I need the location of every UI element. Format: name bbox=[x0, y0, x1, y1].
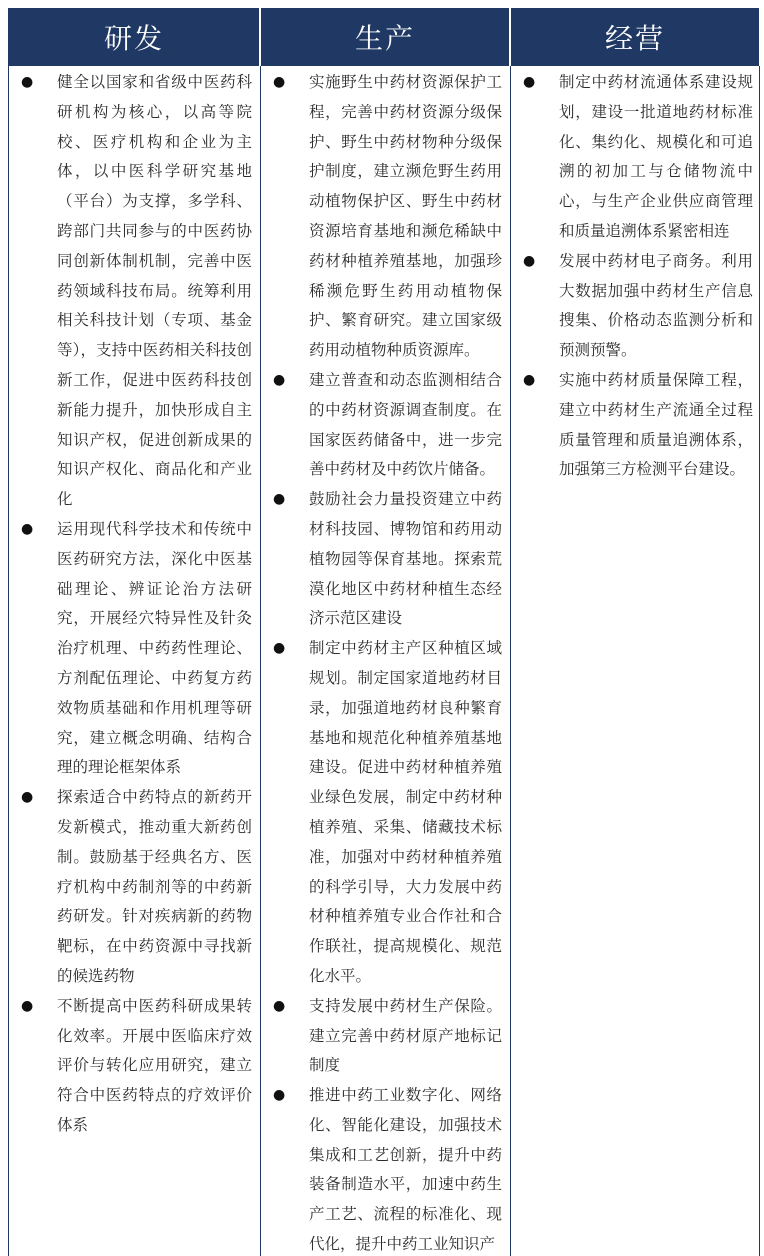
item-text: 制定中药材主产区种植区域规划。制定国家道地药材目录，加强道地药材良种繁育基地和规范化种植养殖基地建设。促进中药材种植养殖业绿色发展，制定中药材种植养殖、采集、储藏技术标准，加强对中药材种植养殖的科学引导，大力发展中药材种植养殖专业合作社和合作联社，提高规模化、规范化水平。 bbox=[309, 639, 502, 985]
list-item bbox=[273, 634, 502, 992]
item-text: 推进中药工业数字化、网络化、智能化建设，加强技术集成和工艺创新，提升中药装备制造水平，加速中药生产工艺、流程的标准化、现代化，提升中药工业知识产 bbox=[309, 1086, 502, 1254]
bullet-icon: ● bbox=[273, 491, 286, 508]
research-list bbox=[21, 68, 252, 1141]
header-production: 生产 bbox=[261, 8, 511, 66]
item-text: 鼓励社会力量投资建立中药材科技园、博物馆和药用动植物园等保育基地。探索荒漠化地区中药材种植生态经济示范区建设 bbox=[309, 490, 502, 628]
list-item bbox=[273, 485, 502, 634]
bullet-icon: ● bbox=[21, 789, 34, 806]
item-text: 发展中药材电子商务。利用大数据加强中药材生产信息搜集、价格动态监测分析和预测预警。 bbox=[559, 251, 753, 360]
item-text: 建立普查和动态监测相结合的中药材资源调查制度。在国家医药储备中，进一步完善中药材及中药饮片储备。 bbox=[309, 370, 502, 479]
list-item bbox=[523, 366, 753, 485]
item-text: 运用现代科学技术和传统中医药研究方法，深化中医基础理论、辨证论治方法研究，开展经穴特异性及针灸治疗机理、中药药性理论、方剂配伍理论、中药复方药效物质基础和作用机理等研究，建立概念明确、结构合理的理论框架体系 bbox=[57, 519, 252, 777]
item-text: 实施中药材质量保障工程，建立中药材生产流通全过程质量管理和质量追溯体系，加强第三方检测平台建设。 bbox=[559, 370, 753, 479]
column-production bbox=[261, 66, 511, 1256]
list-item bbox=[273, 68, 502, 366]
list-item bbox=[273, 366, 502, 485]
list-item bbox=[523, 68, 753, 247]
item-text: 支持发展中药材生产保险。建立完善中药材原产地标记制度 bbox=[309, 996, 502, 1075]
bullet-icon: ● bbox=[273, 1087, 286, 1104]
operation-list bbox=[523, 68, 753, 485]
policy-table bbox=[8, 8, 760, 1256]
list-item bbox=[273, 992, 502, 1081]
bullet-icon: ● bbox=[523, 74, 536, 90]
list-item bbox=[273, 1081, 502, 1256]
production-list bbox=[273, 68, 502, 1256]
bullet-icon: ● bbox=[273, 640, 286, 657]
bullet-icon: ● bbox=[21, 74, 34, 90]
list-item bbox=[21, 68, 252, 515]
list-item bbox=[21, 783, 252, 992]
item-text: 实施野生中药材资源保护工程，完善中药材资源分级保护、野生中药材物种分级保护制度，建立濒危野生药用动植物保护区、野生中药材资源培育基地和濒危稀缺中药材种植养殖基地，加强珍稀濒危野生药用动植物保护、繁育研究。建立国家级药用动植物种质资源库。 bbox=[309, 73, 502, 360]
bullet-icon: ● bbox=[21, 997, 34, 1014]
item-text: 不断提高中医药科研成果转化效率。开展中医临床疗效评价与转化应用研究，建立符合中医药特点的疗效评价体系 bbox=[57, 996, 252, 1134]
bullet-icon: ● bbox=[523, 252, 536, 269]
bullet-icon: ● bbox=[273, 997, 286, 1014]
item-text: 探索适合中药特点的新药开发新模式，推动重大新药创制。鼓励基于经典名方、医疗机构中药制剂等的中药新药研发。针对疾病新的药物靶标，在中药资源中寻找新的候选药物 bbox=[57, 788, 252, 985]
bullet-icon: ● bbox=[273, 74, 286, 90]
list-item bbox=[21, 515, 252, 783]
item-text: 制定中药材流通体系建设规划，建设一批道地药材标准化、集约化、规模化和可追溯的初加工与仓储物流中心，与生产企业供应商管理和质量追溯体系紧密相连 bbox=[559, 73, 753, 240]
bullet-icon: ● bbox=[21, 520, 34, 537]
list-item bbox=[21, 992, 252, 1141]
bullet-icon: ● bbox=[523, 371, 536, 388]
list-item bbox=[523, 247, 753, 366]
header-operation: 经营 bbox=[511, 8, 761, 66]
column-research bbox=[9, 66, 261, 1256]
header-research: 研发 bbox=[9, 8, 261, 66]
item-text: 健全以国家和省级中医药科研机构为核心，以高等院校、医疗机构和企业为主体，以中医科学研究基地（平台）为支撑，多学科、跨部门共同参与的中医药协同创新体制机制，完善中医药领域科技布局。统筹利用相关科技计划（专项、基金等），支持中医药相关科技创新工作，促进中医药科技创新能力提升，加快形成自主知识产权，促进创新成果的知识产权化、商品化和产业化 bbox=[57, 73, 252, 509]
bullet-icon: ● bbox=[273, 371, 286, 388]
column-operation bbox=[511, 66, 761, 1256]
